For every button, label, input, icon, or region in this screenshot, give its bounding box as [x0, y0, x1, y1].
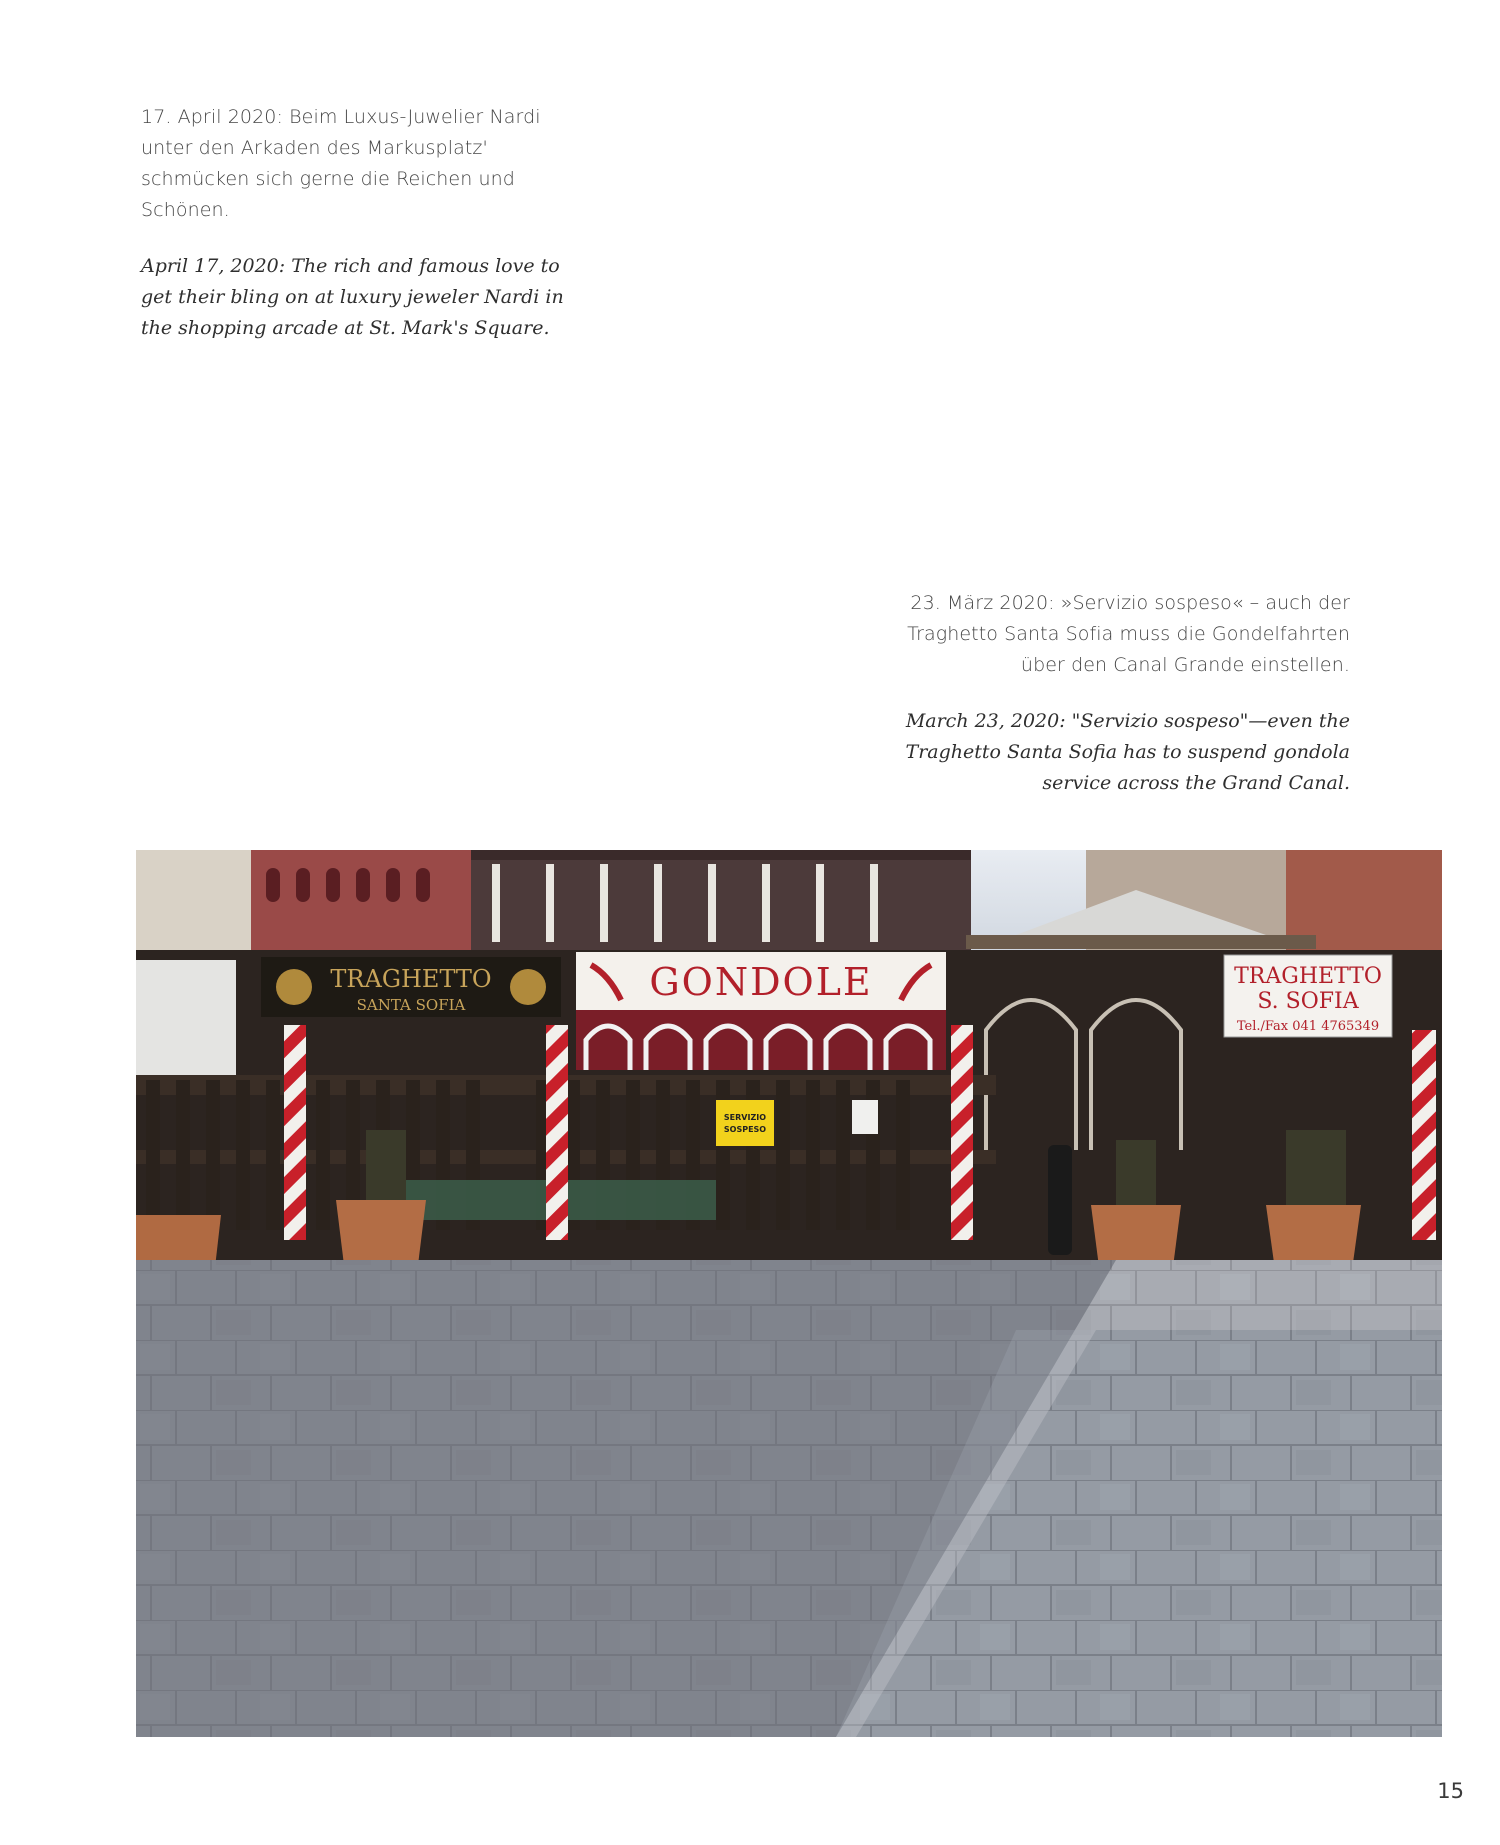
sign-notice-line2: SOSPESO [723, 1125, 767, 1134]
sign-notice-line1: SERVIZIO [723, 1113, 767, 1122]
page-number: 15 [1437, 1779, 1464, 1803]
photo-traghetto-santa-sofia [136, 850, 1442, 1737]
sign-traghetto-right-line1: TRAGHETTO [1234, 964, 1382, 989]
sign-traghetto-right-line2: S. SOFIA [1257, 989, 1359, 1014]
sign-traghetto-right-phone: Tel./Fax 041 4765349 [1236, 1019, 1380, 1034]
caption-german: 17. April 2020: Beim Luxus-Juwelier Nardi unter den Arkaden des Markusplatz' schmücken sich gerne die Reichen und Schönen. [141, 106, 541, 221]
sign-traghetto-left-line1: TRAGHETTO [330, 965, 492, 993]
caption-right [880, 588, 1350, 799]
sign-traghetto-left-line2: SANTA SOFIA [356, 996, 466, 1014]
caption-german: 23. März 2020: »Servizio sospeso« – auch der Traghetto Santa Sofia muss die Gondelfahrten über den Canal Grande einstellen. [907, 592, 1350, 676]
caption-english: April 17, 2020: The rich and famous love to get their bling on at luxury jeweler Nardi in the shopping arcade at St. Mark's Square. [141, 255, 564, 339]
sign-gondole: GONDOLE [649, 960, 873, 1004]
caption-top-left [141, 102, 581, 344]
caption-english: March 23, 2020: "Servizio sospeso"—even the Traghetto Santa Sofia has to suspend gondola service across the Grand Canal. [905, 710, 1350, 794]
